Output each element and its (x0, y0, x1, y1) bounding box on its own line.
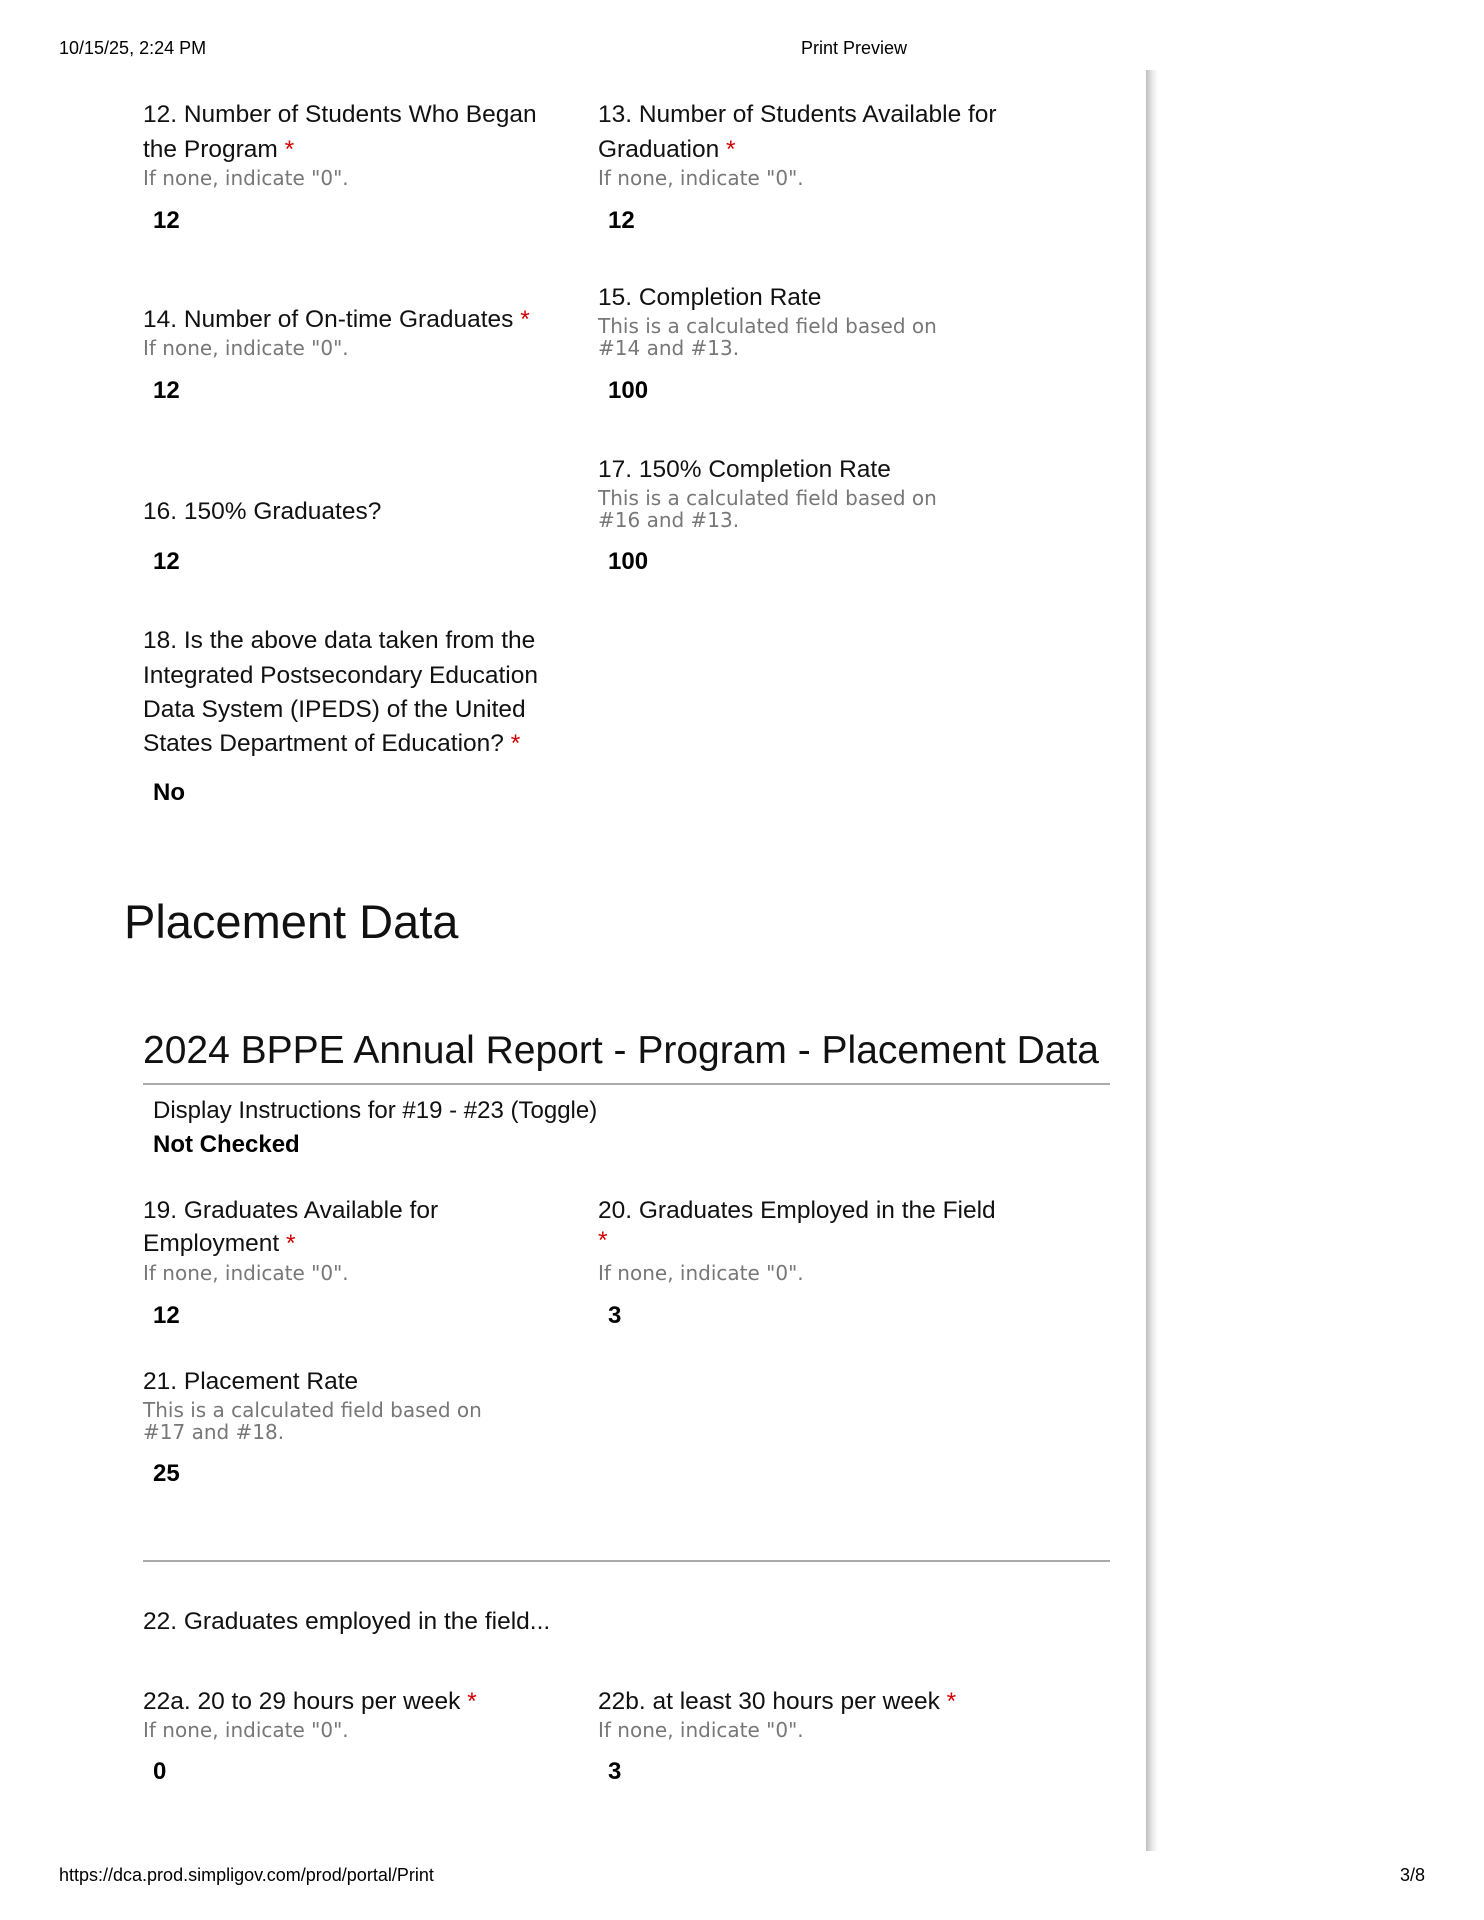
q22b-hint: If none, indicate "0". (598, 1718, 804, 1742)
q22a-value: 0 (153, 1758, 167, 1785)
q19-hint: If none, indicate "0". (143, 1261, 349, 1285)
q19-label-cont (143, 1226, 296, 1261)
required-asterisk: * (520, 306, 530, 333)
section-divider (143, 1560, 1110, 1562)
q19-label: 19. Graduates Available for (143, 1197, 439, 1224)
print-datetime: 10/15/25, 2:24 PM (59, 38, 207, 58)
q14-label: 14. Number of On-time Graduates (143, 306, 514, 333)
q17-label: 17. 150% Completion Rate (598, 456, 891, 483)
q13-value: 12 (608, 207, 635, 234)
q15-value: 100 (608, 377, 649, 404)
q17-value: 100 (608, 548, 649, 575)
q21-value: 25 (153, 1460, 180, 1487)
q18-label-line3: Data System (IPEDS) of the United (143, 696, 526, 723)
q14-label-wrap (143, 302, 530, 337)
required-asterisk: * (284, 136, 295, 163)
q22b-label-wrap (598, 1684, 956, 1719)
q13-label-cont (598, 132, 736, 167)
q15-label: 15. Completion Rate (598, 284, 822, 311)
q22a-label: 22a. 20 to 29 hours per week (143, 1688, 461, 1715)
q20-label: 20. Graduates Employed in the Field (598, 1197, 996, 1224)
toggle-label: Display Instructions for #19 - #23 (Toggle) (153, 1097, 598, 1124)
q14-hint: If none, indicate "0". (143, 336, 349, 360)
q18-label-line4: States Department of Education? (143, 730, 504, 757)
q18-label-line4-wrap (143, 726, 520, 761)
q15-hint: This is a calculated field based on (598, 314, 937, 338)
print-url: https://dca.prod.simpligov.com/prod/portal/Print (59, 1865, 434, 1885)
q18-value: No (153, 779, 185, 806)
q12-value: 12 (153, 207, 180, 234)
q17-hint-cont: #16 and #13. (598, 508, 740, 532)
q18-label: 18. Is the above data taken from the (143, 627, 536, 654)
page-number: 3/8 (1400, 1865, 1426, 1885)
q20-hint: If none, indicate "0". (598, 1261, 804, 1285)
q19-value: 12 (153, 1302, 180, 1329)
q22b-value: 3 (608, 1758, 622, 1785)
form-title-divider (143, 1083, 1110, 1085)
q17-hint: This is a calculated field based on (598, 486, 937, 510)
q13-label-line2: Graduation (598, 136, 720, 163)
q20-value: 3 (608, 1302, 622, 1329)
form-title: 2024 BPPE Annual Report - Program - Placement Data (143, 1029, 1099, 1072)
q19-label-line2: Employment (143, 1230, 280, 1257)
q18-label-line2: Integrated Postsecondary Education (143, 662, 538, 689)
required-asterisk: * (467, 1688, 477, 1715)
required-asterisk: * (285, 1230, 296, 1257)
q12-label-line2: the Program (143, 136, 278, 163)
q22a-hint: If none, indicate "0". (143, 1718, 349, 1742)
page-edge-shadow (1146, 70, 1158, 1851)
q14-value: 12 (153, 377, 180, 404)
section-title: Placement Data (124, 895, 459, 948)
q15-hint-cont: #14 and #13. (598, 336, 740, 360)
print-title: Print Preview (801, 38, 908, 58)
q22b-label: 22b. at least 30 hours per week (598, 1688, 940, 1715)
toggle-value: Not Checked (153, 1131, 300, 1158)
q16-label: 16. 150% Graduates? (143, 498, 382, 525)
q12-label-cont (143, 132, 294, 167)
q21-label: 21. Placement Rate (143, 1368, 359, 1395)
q13-hint: If none, indicate "0". (598, 166, 804, 190)
required-asterisk: * (598, 1227, 608, 1254)
required-asterisk: * (726, 136, 736, 163)
q21-hint: This is a calculated field based on (143, 1398, 482, 1422)
q21-hint-cont: #17 and #18. (143, 1420, 285, 1444)
q22a-label-wrap (143, 1684, 477, 1719)
q13-label: 13. Number of Students Available for (598, 101, 997, 128)
q22-label: 22. Graduates employed in the field... (143, 1608, 551, 1635)
q12-hint: If none, indicate "0". (143, 166, 349, 190)
required-asterisk: * (946, 1688, 957, 1715)
required-asterisk: * (510, 730, 521, 757)
q12-label: 12. Number of Students Who Began (143, 101, 537, 128)
q16-value: 12 (153, 548, 180, 575)
